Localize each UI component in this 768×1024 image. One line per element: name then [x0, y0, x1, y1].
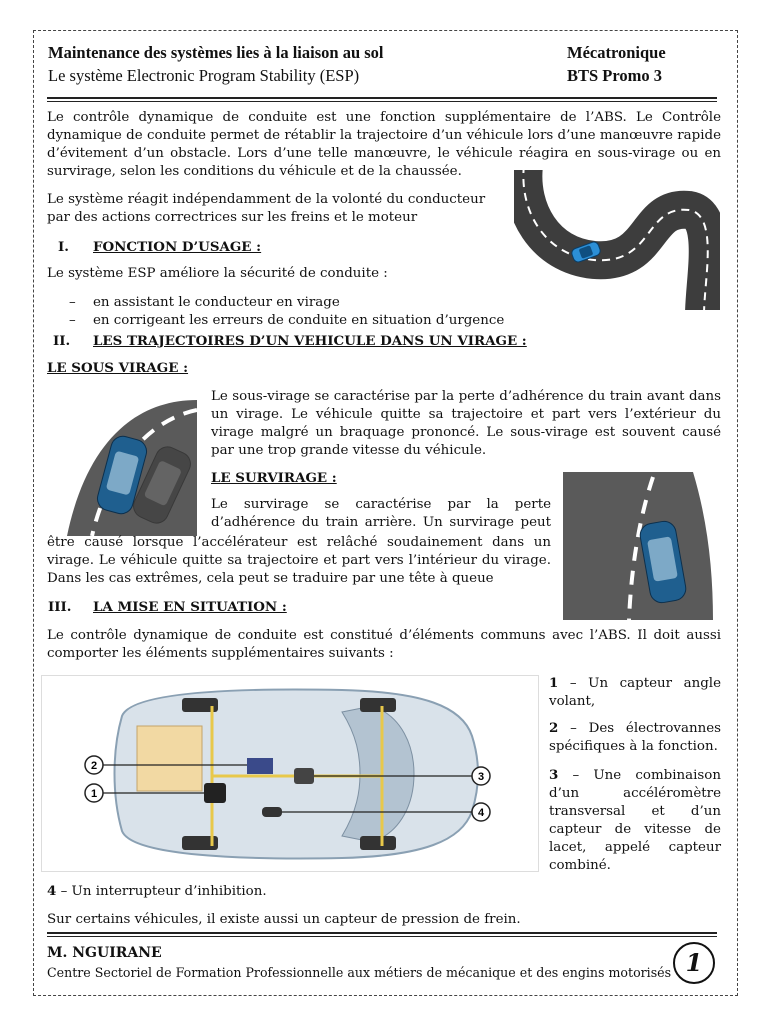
- item-1: 1 – Un capteur angle volant,: [549, 675, 721, 709]
- footer-rule-thick: [47, 932, 717, 934]
- intro-line-1: Le système réagit indépendamment de la volonté du conducteur: [47, 192, 486, 207]
- institution: Centre Sectoriel de Formation Professionnelle aux métiers de mécanique et des engins motorisés: [47, 965, 672, 980]
- bullet-dash: –: [69, 313, 76, 328]
- section-1-intro: Le système ESP améliore la sécurité de conduite :: [47, 266, 388, 281]
- oversteer-image: [563, 472, 721, 620]
- doc-class: BTS Promo 3: [567, 66, 663, 85]
- survirage-text-1: Le survirage se caractérise par la perte d’adhérence du train arrière. Un survirage peut: [211, 497, 551, 530]
- esp-car-diagram: [41, 675, 539, 872]
- section-3-title: LA MISE EN SITUATION :: [93, 599, 287, 615]
- section-2-number: II.: [53, 333, 71, 349]
- section-3-number: III.: [48, 599, 72, 615]
- page-number: 1: [673, 942, 715, 984]
- sous-virage-title: LE SOUS VIRAGE :: [47, 360, 189, 376]
- bullet-dash: –: [69, 295, 76, 310]
- section-1-title: FONCTION D’USAGE :: [93, 239, 262, 255]
- brake-pressure-note: Sur certains véhicules, il existe aussi un capteur de pression de frein.: [47, 912, 521, 927]
- understeer-image: [47, 390, 197, 536]
- bullet-item-1: en assistant le conducteur en virage: [93, 295, 340, 310]
- winding-road-image: [514, 170, 720, 310]
- header-rule-thin: [47, 101, 717, 102]
- doc-subtitle: Le système Electronic Program Stability (ESP): [48, 66, 360, 85]
- doc-subject: Mécatronique: [567, 43, 666, 62]
- item-4: 4 – Un interrupteur d’inhibition.: [47, 883, 267, 899]
- doc-title: Maintenance des systèmes lies à la liaison au sol: [48, 43, 384, 62]
- sous-virage-text: Le sous-virage se caractérise par la perte d’adhérence du train avant dans un virage. Le véhicule quitte sa trajectoire et part vers l’extérieur du virage malgré un braquage prononcé. Le sous-virage est souvent causé par une trop grande vitesse du véhicule.: [211, 389, 721, 458]
- footer-rule-thin: [47, 936, 717, 937]
- item-3: 3 – Une combinaison d’un accéléromètre transversal et d’un capteur de vitesse de lacet, appelé capteur combiné.: [549, 767, 721, 873]
- item-2: 2 – Des électrovannes spécifiques à la fonction.: [549, 720, 721, 754]
- intro-paragraph: Le contrôle dynamique de conduite est une fonction supplémentaire de l’ABS. Le Contrôle dynamique de conduite permet de rétablir la trajectoire d’un véhicule lors d’une manœuvre rapide d’évitement d’un obstacle. Lors d’une telle manœuvre, le véhicule réagira en sous-virage ou en survirage, selon les conditions du véhicule et de la chaussée.: [47, 110, 721, 179]
- survirage-text-2: être causé lorsque l’accélérateur est relâché soudainement dans un virage. Le véhicule quitte sa trajectoire et part vers l’intérieur du virage. Dans les cas extrêmes, cela peut se traduire par une tête à queue: [47, 535, 551, 586]
- header-rule-thick: [47, 97, 717, 99]
- section-2-title: LES TRAJECTOIRES D’UN VEHICULE DANS UN VIRAGE :: [93, 333, 527, 349]
- callout-1: 1: [90, 788, 98, 800]
- section-1-number: I.: [58, 239, 69, 255]
- callout-4: 4: [477, 807, 485, 819]
- intro-line-2: par des actions correctrices sur les freins et le moteur: [47, 210, 418, 225]
- callout-2: 2: [90, 760, 98, 772]
- survirage-title: LE SURVIRAGE :: [211, 470, 337, 486]
- bullet-item-2: en corrigeant les erreurs de conduite en situation d’urgence: [93, 313, 505, 328]
- author-name: M. NGUIRANE: [47, 945, 162, 961]
- callout-3: 3: [477, 771, 485, 783]
- section-3-intro: Le contrôle dynamique de conduite est constitué d’éléments communs avec l’ABS. Il doit aussi comporter les éléments supplémentaires suivants :: [47, 628, 721, 661]
